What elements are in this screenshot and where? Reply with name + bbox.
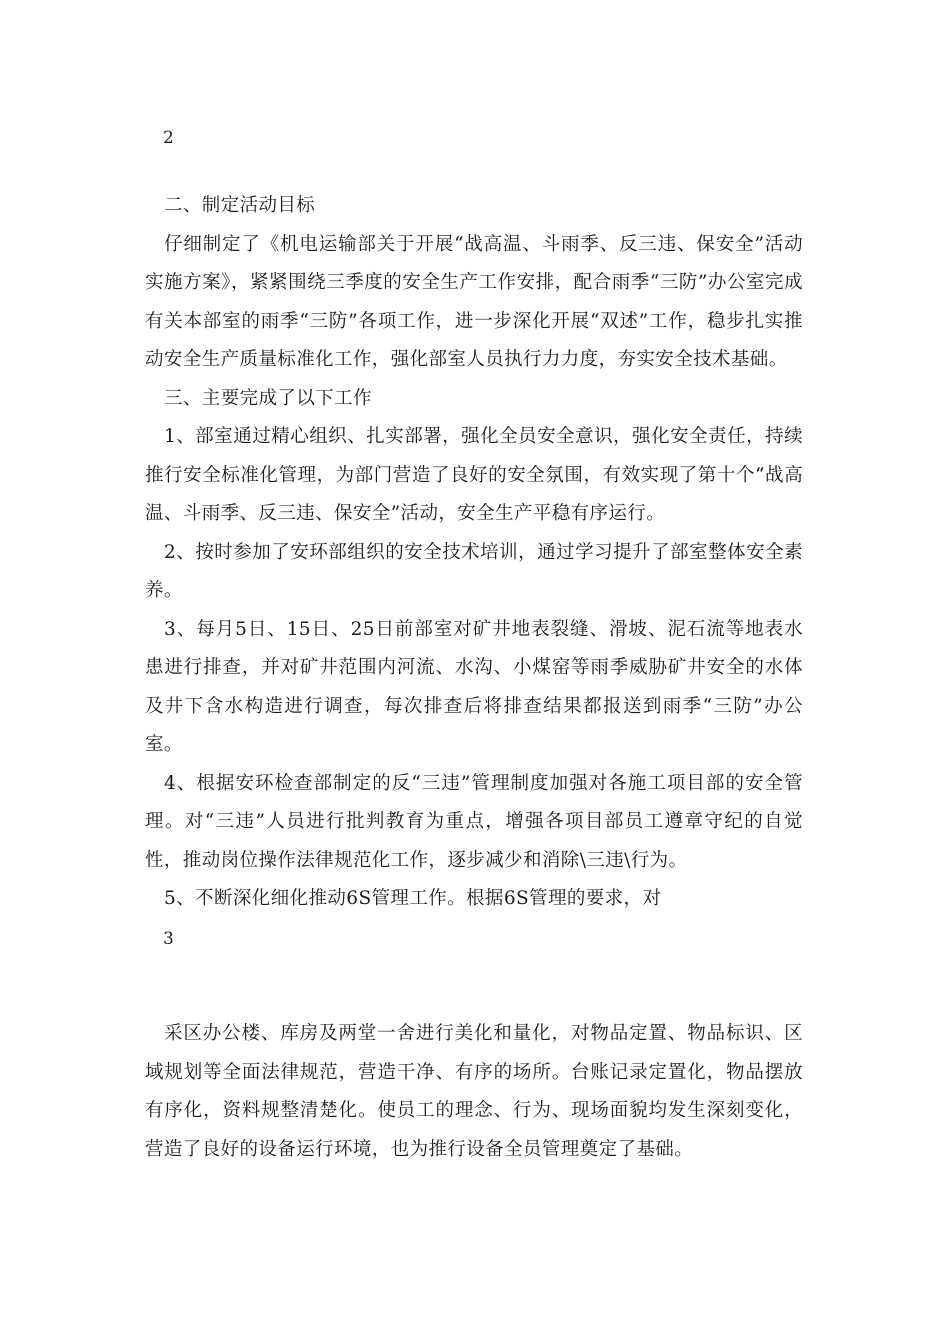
page-number: 2: [163, 128, 174, 148]
paragraph: 仔细制定了《机电运输部关于开展“战高温、斗雨季、反三违、保安全”活动实施方案》，紧紧围绕三季度的安全生产工作安排，配合雨季“三防”办公室完成有关本部室的雨季“三防”各项工作，进一步深化开展“双述”工作，稳步扎实推动安全生产质量标准化工作，强化部室人员执行力力度，夯实安全技术基础。: [145, 233, 803, 370]
page-number: 3: [163, 929, 174, 949]
section-heading: 二、制定活动目标: [164, 195, 316, 216]
list-item: 3、每月5日、15日、25日前部室对矿井地表裂缝、滑坡、泥石流等地表水患进行排查，并对矿井范围内河流、水沟、小煤窑等雨季威胁矿井安全的水体及井下含水构造进行调查，每次排查后将排查结果都报送到雨季“三防”办公室。: [145, 618, 803, 755]
list-item: 1、部室通过精心组织、扎实部署，强化全员安全意识，强化安全责任，持续推行安全标准化管理，为部门营造了良好的安全氛围，有效实现了第十个“战高温、斗雨季、反三违、保安全”活动，安全生产平稳有序运行。: [145, 426, 803, 524]
page-body-bottom: [145, 1015, 803, 1169]
list-item: 5、不断深化细化推动6S管理工作。根据6S管理的要求，对: [164, 888, 662, 909]
paragraph: 采区办公楼、库房及两堂一舍进行美化和量化，对物品定置、物品标识、区域规划等全面法律规范，营造干净、有序的场所。台账记录定置化，物品摆放有序化，资料规整清楚化。使员工的理念、行为、现场面貌均发生深刻变化，营造了良好的设备运行环境，也为推行设备全员管理奠定了基础。: [145, 1023, 803, 1160]
section-heading: 三、主要完成了以下工作: [164, 387, 372, 409]
list-item: 2、按时参加了安环部组织的安全技术培训，通过学习提升了部室整体安全素养。: [145, 541, 803, 601]
page-body-top: [145, 187, 803, 919]
list-item: 4、根据安环检查部制定的反“三违”管理制度加强对各施工项目部的安全管理。对“三违”人员进行批判教育为重点，增强各项目部员工遵章守纪的自觉性，推动岗位操作法律规范化工作，逐步减少和消除\三违\行为。: [145, 772, 803, 871]
